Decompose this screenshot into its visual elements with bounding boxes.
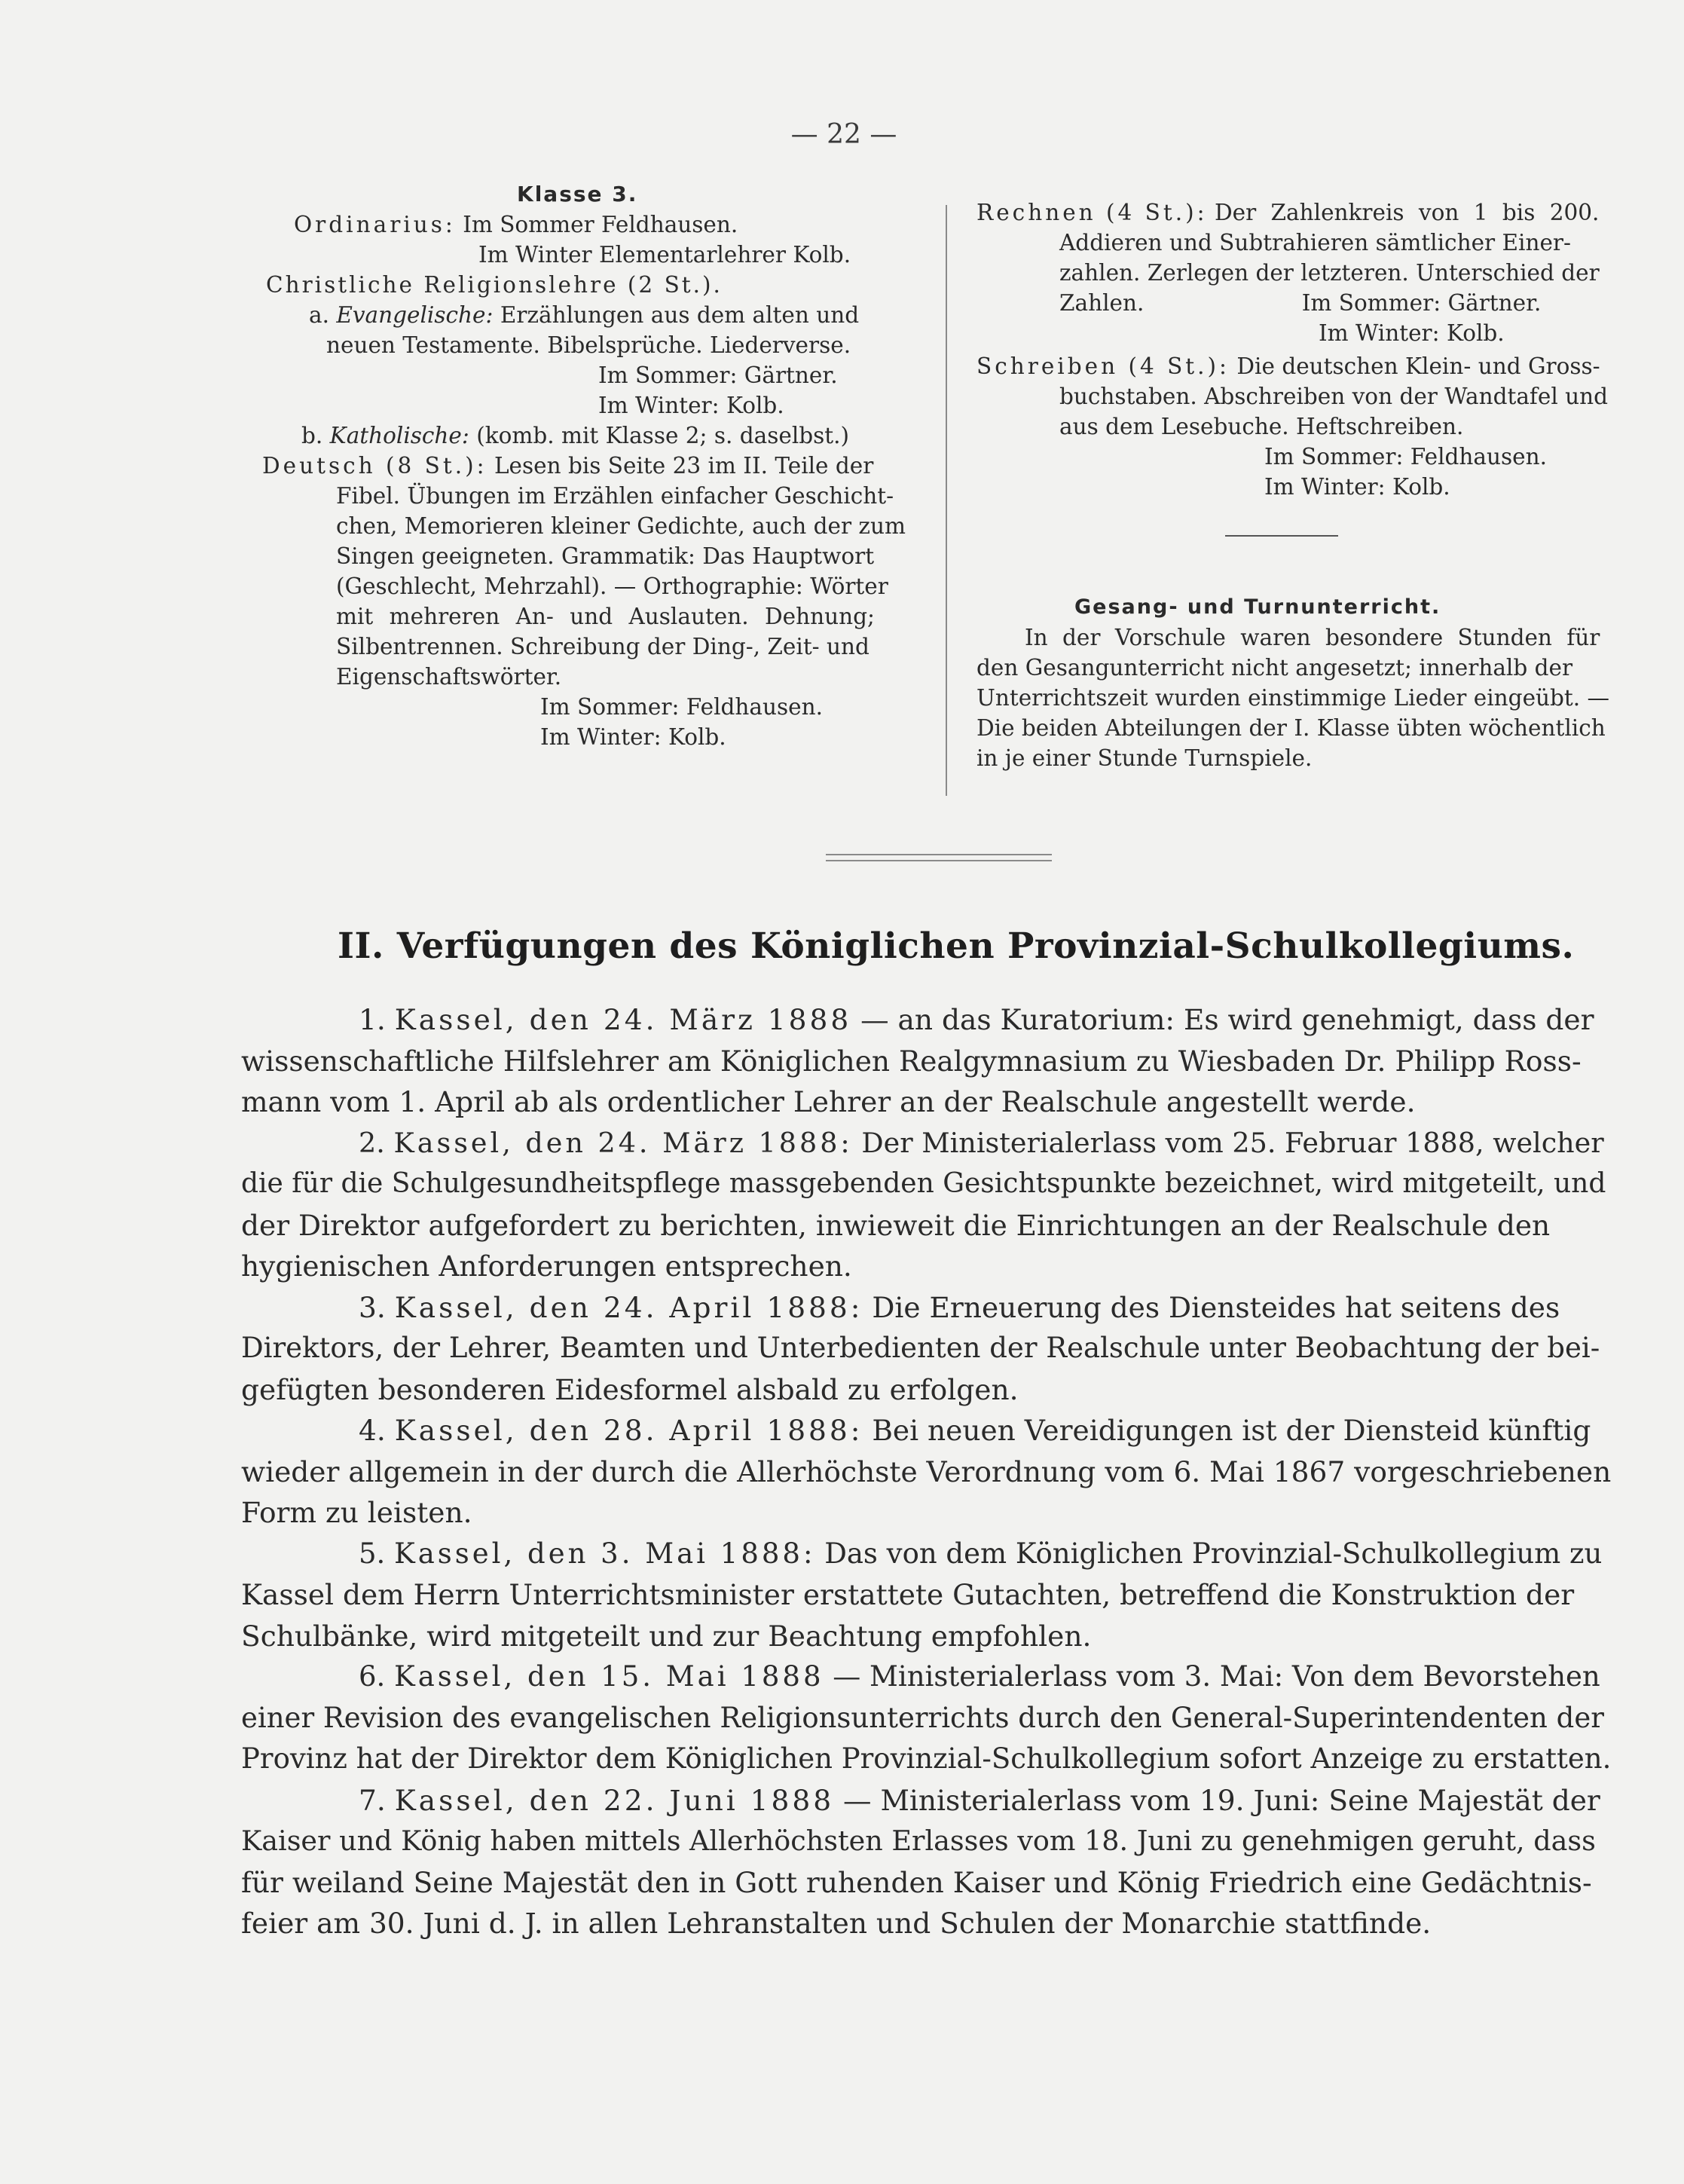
rechnen-sommer: Im Sommer: Gärtner.: [1301, 290, 1542, 316]
decree-1-first-line: [241, 999, 1612, 1041]
decree-text: Kassel dem Herrn Unterrichtsminister erstattete Gutachten, betreffend die Konstruktion der: [241, 1578, 1575, 1611]
decree-text: Direktors, der Lehrer, Beamten und Unterbedienten der Realschule unter Beobachtung der bei-: [241, 1332, 1600, 1364]
decree-location-date: Kassel, den 24. März 1888:: [393, 1126, 853, 1159]
decree-text: — Ministerialerlass vom 3. Mai: Von dem Bevorstehen: [833, 1660, 1600, 1693]
deutsch-3: chen, Memorieren kleiner Gedichte, auch der zum: [336, 513, 906, 539]
ordinarius-line: [256, 210, 919, 240]
decree-number: 1.: [359, 1003, 386, 1036]
column-divider: [946, 205, 947, 796]
rechnen-label: Rechnen (4 St.):: [976, 200, 1208, 225]
decree-location-date: Kassel, den 28. April 1888:: [394, 1414, 863, 1447]
decree-text: Form zu leisten.: [241, 1496, 472, 1529]
rechnen-winter: Im Winter: Kolb.: [1319, 320, 1505, 346]
left-column: [256, 179, 919, 752]
decree-item: [241, 1780, 1612, 1944]
decree-item: [241, 999, 1612, 1123]
deutsch-8: Eigenschaftswörter.: [336, 664, 562, 690]
separator-rule-top: [826, 854, 1052, 855]
deutsch-sommer: Im Sommer: Feldhausen.: [540, 694, 823, 720]
decree-number: 5.: [359, 1537, 386, 1570]
deutsch-2: Fibel. Übungen im Erzählen einfacher Geschicht-: [336, 483, 894, 509]
evang-winter: Im Winter: Kolb.: [598, 393, 784, 418]
decree-location-date: Kassel, den 22. Juni 1888: [394, 1783, 835, 1817]
decree-text: die für die Schulgesundheitspflege massgebenden Gesichtspunkte bezeichnet, wird mitgeteilt, und: [241, 1168, 1606, 1199]
ordinarius-winter: Im Winter Elementarlehrer Kolb.: [478, 242, 851, 268]
decree-7-first-line: [241, 1780, 1612, 1822]
kath-text: (komb. mit Klasse 2; s. daselbst.): [476, 423, 850, 448]
separator-rule-bottom: [826, 860, 1052, 861]
deutsch-5: (Geschlecht, Mehrzahl). — Orthographie: Wörter: [336, 574, 888, 599]
decree-text: hygienischen Anforderungen entsprechen.: [241, 1250, 852, 1283]
decree-item: [241, 1534, 1612, 1657]
decree-item: [241, 1123, 1612, 1287]
deutsch-line: [256, 451, 919, 481]
evang-text-1: Erzählungen aus dem alten und: [500, 302, 860, 328]
evang-text-2: neuen Testamente. Bibelsprüche. Liederverse.: [326, 332, 851, 358]
schreiben-3: aus dem Lesebuche. Heftschreiben.: [1059, 414, 1464, 439]
deutsch-4: Singen geeigneten. Grammatik: Das Hauptwort: [336, 543, 875, 569]
deutsch-1: Lesen bis Seite 23 im II. Teile der: [494, 453, 874, 479]
kath-prefix: b.: [301, 423, 323, 448]
klasse-heading: Klasse 3.: [517, 182, 638, 206]
evang-line: [256, 300, 919, 330]
decree-number: 7.: [359, 1783, 386, 1817]
decree-text: Bei neuen Vereidigungen ist der Diensteid künftig: [872, 1414, 1591, 1447]
decree-text: einer Revision des evangelischen Religionsunterrichts durch den General-Superintendenten der: [241, 1701, 1604, 1734]
decree-text: Das von dem Königlichen Provinzial-Schulkollegium zu: [824, 1537, 1603, 1570]
decree-5-first-line: [241, 1534, 1612, 1575]
decree-location-date: Kassel, den 15. Mai 1888: [394, 1660, 824, 1693]
decree-text: Schulbänke, wird mitgeteilt und zur Beachtung empfohlen.: [241, 1619, 1092, 1653]
ordinarius-label: Ordinarius:: [294, 212, 456, 237]
decree-location-date: Kassel, den 3. Mai 1888:: [394, 1537, 816, 1570]
decree-text: mann vom 1. April ab als ordentlicher Lehrer an der Realschule angestellt werde.: [241, 1085, 1416, 1118]
decree-text: Der Ministerialerlass vom 25. Februar 1888, welcher: [861, 1126, 1604, 1159]
schreiben-label: Schreiben (4 St.):: [976, 353, 1230, 379]
deutsch-6: mit mehreren An- und Auslauten. Dehnung;: [336, 604, 875, 629]
decree-text: wieder allgemein in der durch die Allerhöchste Verordnung vom 6. Mai 1867 vorgeschriebenen: [241, 1454, 1612, 1488]
schreiben-line: [976, 351, 1631, 381]
page-number: — 22 —: [790, 119, 897, 150]
gesang-4: Die beiden Abteilungen der I. Klasse übten wöchentlich: [976, 715, 1606, 741]
decree-text: — Ministerialerlass vom 19. Juni: Seine Majestät der: [843, 1783, 1600, 1817]
evang-prefix: a.: [309, 302, 329, 328]
decree-number: 3.: [359, 1290, 386, 1324]
decree-item: [241, 1287, 1612, 1411]
decree-2-first-line: [241, 1123, 1612, 1164]
schreiben-2: buchstaben. Abschreiben von der Wandtafel und: [1059, 384, 1609, 409]
decree-text: gefügten besonderen Eidesformel alsbald zu erfolgen.: [241, 1372, 1019, 1406]
decree-text: Kaiser und König haben mittels Allerhöchsten Erlasses vom 18. Juni zu genehmigen geruht, dass: [241, 1825, 1596, 1857]
decree-item: [241, 1656, 1612, 1780]
decree-text: — an das Kuratorium: Es wird genehmigt, dass der: [860, 1003, 1594, 1036]
schreiben-sommer: Im Sommer: Feldhausen.: [1264, 444, 1547, 470]
decree-text: der Direktor aufgefordert zu berichten, inwieweit die Einrichtungen an der Realschule den: [241, 1208, 1551, 1242]
decree-number: 2.: [359, 1126, 385, 1159]
evang-sommer: Im Sommer: Gärtner.: [598, 362, 838, 388]
decree-text: Die Erneuerung des Diensteides hat seitens des: [872, 1290, 1560, 1324]
decree-4-first-line: [241, 1410, 1612, 1451]
rechnen-1: Der Zahlenkreis von 1 bis 200.: [1214, 200, 1600, 225]
religion-label: Christliche Religionslehre (2 St.).: [266, 272, 723, 298]
schreiben-winter: Im Winter: Kolb.: [1264, 474, 1450, 500]
schreiben-1: Die deutschen Klein- und Gross-: [1236, 353, 1600, 379]
gesang-2: den Gesangunterricht nicht angesetzt; innerhalb der: [976, 655, 1573, 681]
rechnen-2: Addieren und Subtrahieren sämtlicher Einer-: [1059, 230, 1572, 255]
deutsch-7: Silbentrennen. Schreibung der Ding-, Zeit- und: [336, 634, 870, 659]
gesang-1: In der Vorschule waren besondere Stunden für: [1025, 625, 1600, 650]
decree-text: feier am 30. Juni d. J. in allen Lehranstalten und Schulen der Monarchie stattfinde.: [241, 1907, 1432, 1940]
decrees-list: [241, 999, 1612, 1944]
gesang-heading: Gesang- und Turnunterricht.: [1074, 595, 1441, 619]
decree-number: 4.: [359, 1414, 386, 1447]
kath-line: [256, 421, 919, 451]
ordinarius-sommer: Im Sommer Feldhausen.: [463, 212, 738, 237]
decree-text: für weiland Seine Majestät den in Gott ruhenden Kaiser und König Friedrich eine Gedächtnis-: [241, 1865, 1592, 1899]
decree-text: wissenschaftliche Hilfslehrer am Königlichen Realgymnasium zu Wiesbaden Dr. Philipp Ross-: [241, 1044, 1582, 1078]
rechnen-line: [976, 197, 1631, 228]
right-column: [976, 197, 1631, 773]
rechnen-3: zahlen. Zerlegen der letzteren. Unterschied der: [1059, 260, 1600, 286]
deutsch-winter: Im Winter: Kolb.: [540, 724, 726, 750]
kath-label: Katholische:: [329, 423, 469, 448]
rechnen-4: Zahlen.: [1059, 290, 1145, 316]
evang-label: Evangelische:: [336, 302, 494, 328]
decree-6-first-line: [241, 1656, 1612, 1698]
spacer-with-rule: [976, 502, 1631, 592]
section-title: II. Verfügungen des Königlichen Provinzial-Schulkollegiums.: [338, 925, 1575, 967]
decree-location-date: Kassel, den 24. März 1888: [394, 1003, 852, 1036]
rechnen-4-line: [976, 288, 1631, 318]
decree-number: 6.: [359, 1660, 386, 1693]
gesang-5: in je einer Stunde Turnspiele.: [976, 745, 1313, 771]
decree-item: [241, 1410, 1612, 1534]
deutsch-label: Deutsch (8 St.):: [262, 453, 487, 479]
decree-location-date: Kassel, den 24. April 1888:: [394, 1290, 863, 1324]
short-divider: [1225, 535, 1338, 537]
gesang-3: Unterrichtszeit wurden einstimmige Lieder eingeübt. —: [976, 685, 1610, 711]
decree-text: Provinz hat der Direktor dem Königlichen Provinzial-Schulkollegium sofort Anzeige zu erstatten.: [241, 1742, 1612, 1775]
decree-3-first-line: [241, 1287, 1612, 1329]
